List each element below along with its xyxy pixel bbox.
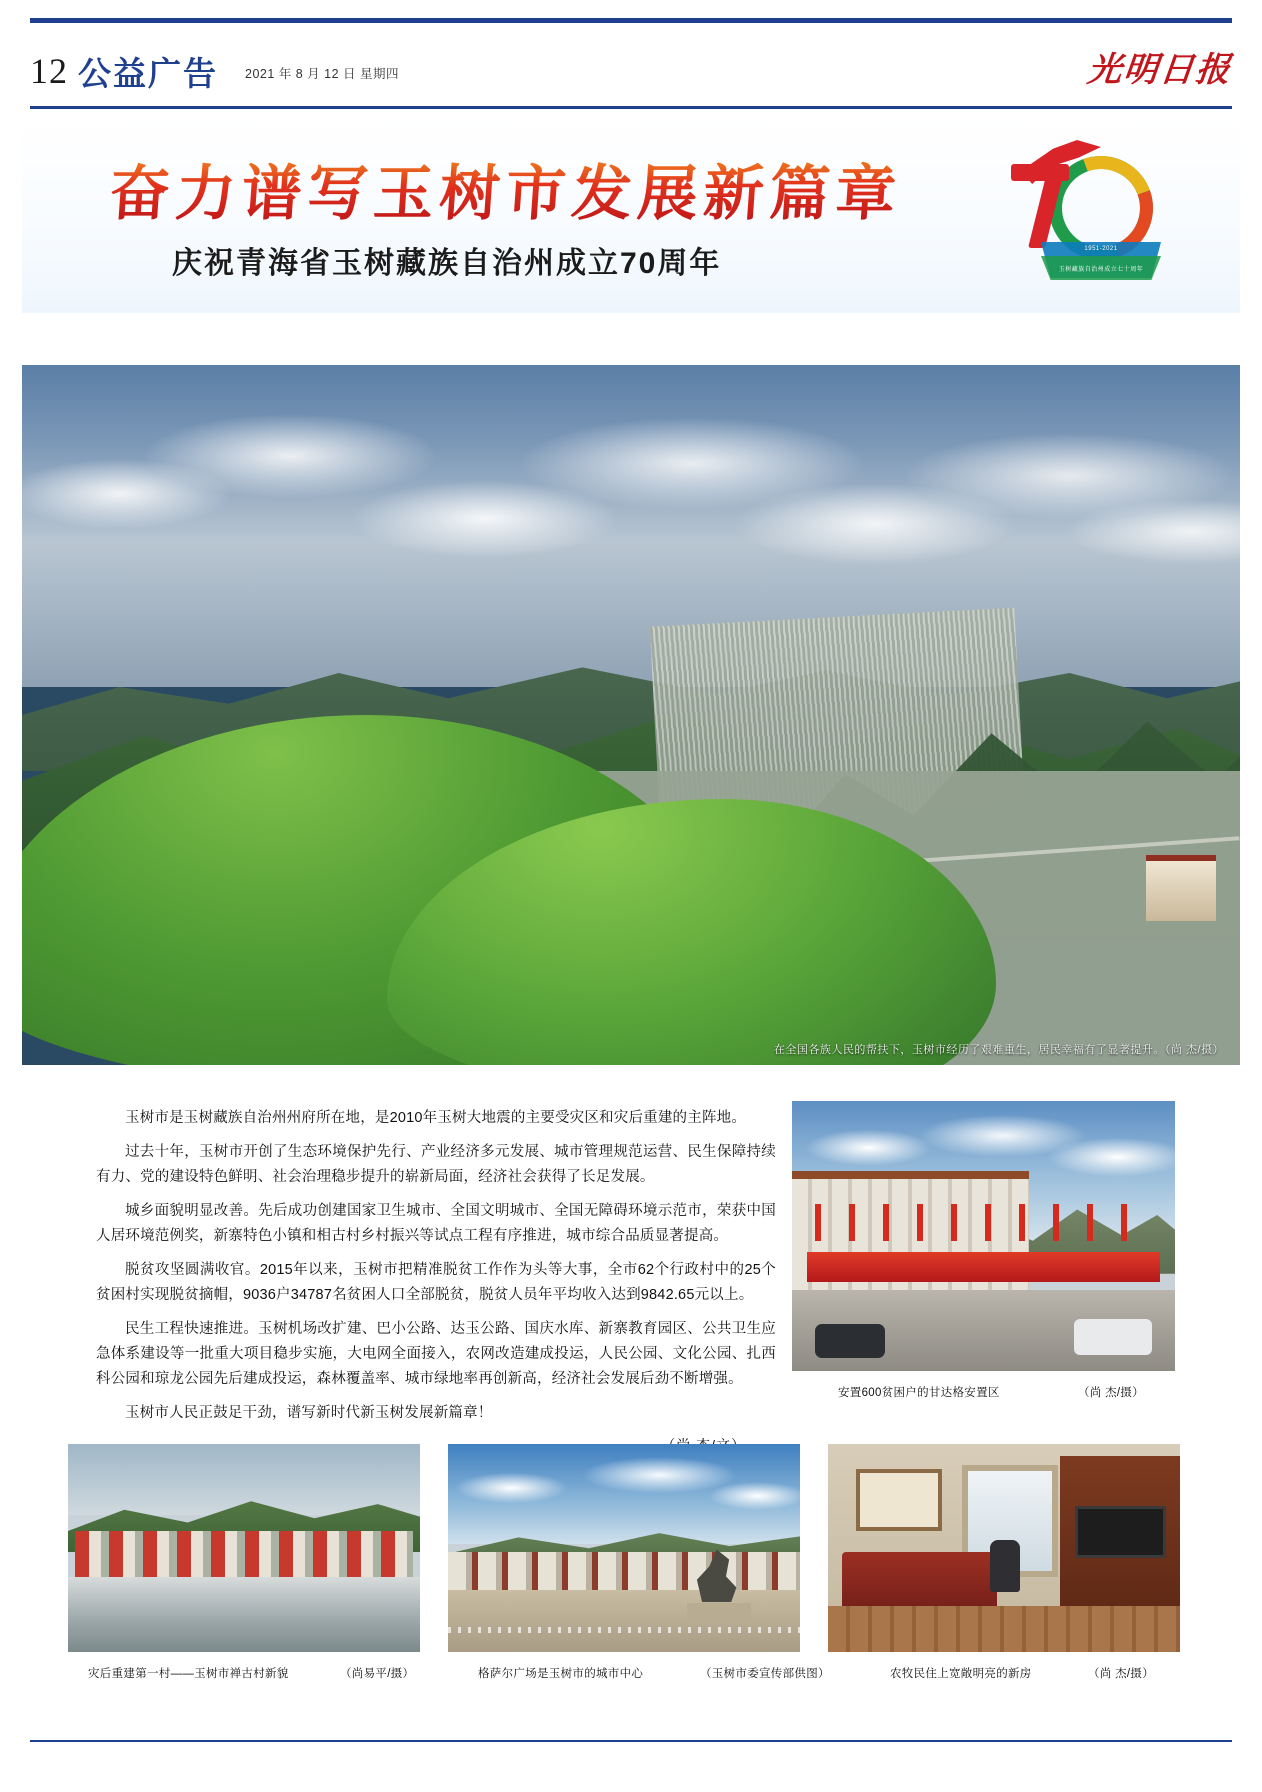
photo-village (68, 1444, 420, 1652)
paper-logo: 光明日报 (1085, 52, 1234, 89)
photo-gateway (792, 1101, 1175, 1371)
photo-gateway-caption: 安置600贫困户的甘达格安置区 (838, 1387, 1000, 1399)
emblem-years: 1951-2021 (1084, 246, 1118, 252)
photo-village-credit: （尚易平/摄） (340, 1668, 415, 1680)
emblem-text: 玉树藏族自治州成立七十周年 (1058, 267, 1144, 273)
article-paragraph: 玉树市人民正鼓足干劲，谱写新时代新玉树发展新篇章！ (125, 1405, 493, 1421)
photo-square-credit: （玉树市委宣传部供图） (700, 1668, 830, 1680)
banner-headline: 奋力谱写玉树市发展新篇章 (107, 146, 905, 232)
masthead-top-rule (30, 18, 1232, 23)
photo-gateway-credit: （尚 杰/摄） (1078, 1387, 1144, 1399)
photo-interior-credit: （尚 杰/摄） (1088, 1668, 1154, 1680)
hero-clouds (22, 393, 1240, 645)
article-paragraph: 过去十年，玉树市开创了生态环境保护先行、产业经济多元发展、城市管理规范运营、民生保障持续有力、党的建设特色鲜明、社会治理稳步提升的崭新局面，经济社会获得了长足发展。 (96, 1144, 776, 1185)
article-paragraph: 民生工程快速推进。玉树机场改扩建、巴小公路、达玉公路、国庆水库、新寨教育园区、公共卫生应急体系建设等一批重大项目稳步实施，大电网全面接入，农网改造建成投运，人民公园、文化公园、扎西科公园和琼龙公园先后建成投运，森林覆盖率、城市绿地率再创新高，经济社会发展后劲不断增强。 (96, 1321, 776, 1387)
masthead-bottom-rule (30, 106, 1232, 109)
article-paragraph: 脱贫攻坚圆满收官。2015年以来，玉树市把精准脱贫工作作为头等大事，全市62个行政村中的25个贫困村实现脱贫摘帽，9036户34787名贫困人口全部脱贫，脱贫人员年平均收入达到9842.65元以上。 (96, 1262, 776, 1303)
photo-square-caption: 格萨尔广场是玉树市的城市中心 (478, 1668, 644, 1680)
photo-square (448, 1444, 800, 1652)
banner-subheadline: 庆祝青海省玉树藏族自治州成立70周年 (172, 247, 722, 280)
article-paragraph: 城乡面貌明显改善。先后成功创建国家卫生城市、全国文明城市、全国无障碍环境示范市，荣获中国人居环境范例奖，新寨特色小镇和相古村乡村振兴等试点工程有序推进，城市综合品质显著提高。 (96, 1203, 776, 1244)
masthead (30, 18, 1234, 92)
photo-village-caption: 灾后重建第一村——玉树市禅古村新貌 (88, 1668, 289, 1680)
anniversary-emblem-icon (1005, 138, 1170, 298)
issue-date: 2021 年 8 月 12 日 (245, 67, 357, 81)
hero-caption: 在全国各族人民的帮扶下，玉树市经历了艰难重生，居民幸福有了显著提升。（尚 杰/摄） (773, 1044, 1224, 1056)
article-body (96, 1106, 776, 1455)
page-number: 12 (30, 51, 68, 91)
photo-interior-caption: 农牧民住上宽敞明亮的新房 (890, 1668, 1032, 1680)
hero-photo (22, 365, 1240, 1065)
issue-weekday: 星期四 (360, 67, 400, 81)
hero-temple (1146, 855, 1216, 921)
photo-interior (828, 1444, 1180, 1652)
article-paragraph: 玉树市是玉树藏族自治州州府所在地，是2010年玉树大地震的主要受灾区和灾后重建的主阵地。 (125, 1110, 747, 1126)
emblem-seven (1011, 164, 1073, 250)
section-title: 公益广告 (78, 55, 218, 92)
footer-rule (30, 1740, 1232, 1742)
headline-banner (22, 118, 1240, 313)
